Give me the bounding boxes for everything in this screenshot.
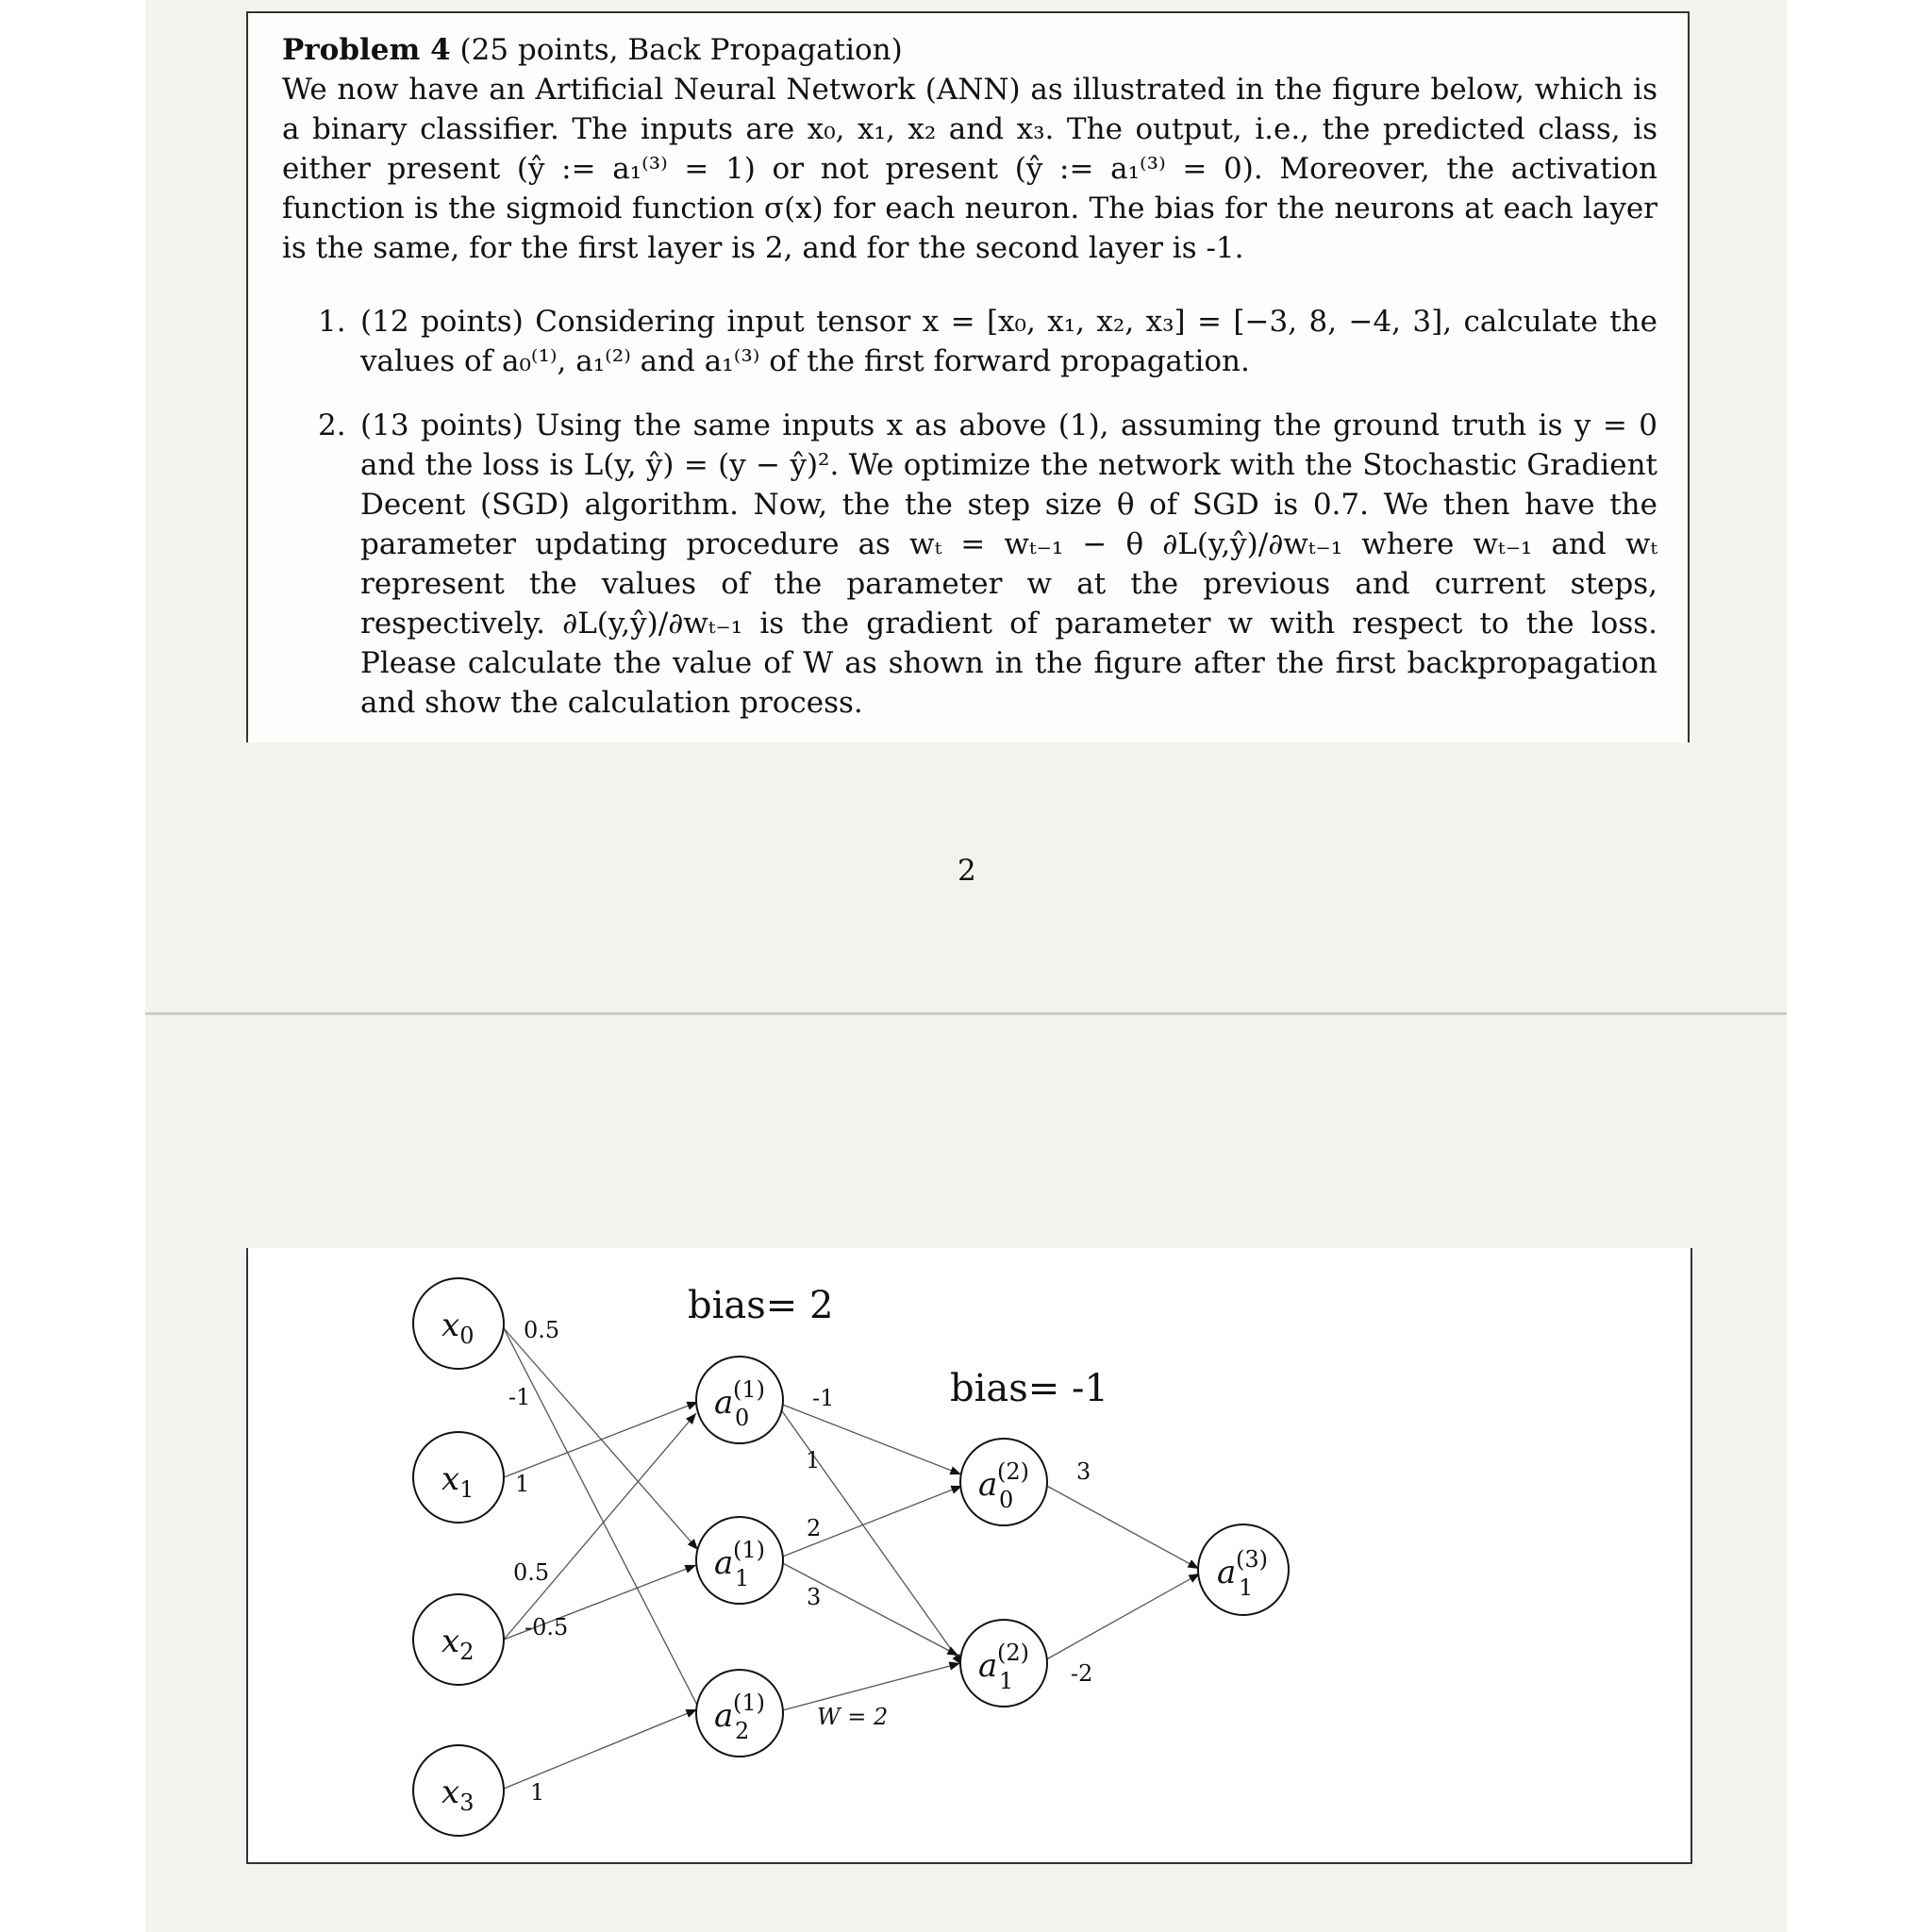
- edge-x1-a0: [504, 1402, 698, 1477]
- svg-text:x3: $x_3$: [441, 1774, 475, 1816]
- weight-label: 1: [515, 1471, 530, 1497]
- weight-label: -0.5: [525, 1614, 569, 1641]
- problem-title: Problem 4: [282, 33, 451, 67]
- weight-label: 0.5: [524, 1317, 560, 1343]
- svg-text:a: a: [714, 1697, 734, 1735]
- problem-items: [282, 302, 1657, 723]
- bias-layer1-label: bias= 2: [688, 1284, 834, 1327]
- edge-x2-a0: [504, 1413, 696, 1640]
- edge-a0-b1: [775, 1402, 962, 1665]
- neural-network-diagram: [248, 1248, 1690, 1862]
- svg-text:1: 1: [999, 1668, 1014, 1694]
- svg-text:1: 1: [735, 1565, 750, 1591]
- svg-text:x0: $x_0$: [441, 1307, 475, 1349]
- problem-text: [282, 30, 1657, 747]
- node-x2: [413, 1594, 504, 1685]
- page-separator: [145, 1012, 1787, 1015]
- svg-text:(1): (1): [733, 1537, 765, 1563]
- edge-a1-b0: [775, 1486, 962, 1559]
- weight-label: 1: [806, 1447, 821, 1474]
- problem-item-2: [282, 406, 1657, 723]
- svg-text:(1): (1): [733, 1376, 765, 1403]
- weight-label: 1: [530, 1779, 545, 1806]
- edge-x3-a2: [504, 1709, 697, 1789]
- item-number: 2.: [318, 408, 346, 442]
- weight-label: 0.5: [513, 1559, 550, 1586]
- svg-text:0: 0: [999, 1487, 1014, 1513]
- item-text: (13 points) Using the same inputs x as above (1), assuming the ground truth is y = 0 and the loss is L(y, ŷ) = (y − ŷ)². We optimize the network with the Stochastic Gradient Decent (SGD) algorithm. Now, the the step size θ of SGD is 0.7. We then have the parameter updating procedure as wₜ = wₜ₋₁ − θ ∂L(y,ŷ)/∂wₜ₋₁ where wₜ₋₁ and wₜ represent the values of the parameter w at the previous and current steps, respectively. ∂L(y,ŷ)/∂wₜ₋₁ is the gradient of parameter w with respect to the loss. Please calculate the value of W as shown in the figure after the first backpropagation and show the calculation process.: [360, 408, 1657, 720]
- node-a2-layer1: [696, 1670, 783, 1757]
- problem-intro: We now have an Artificial Neural Network (ANN) as illustrated in the figure below, which is a binary classifier. The inputs are x₀, x₁, x₂ and x₃. The output, i.e., the predicted class, is either present (ŷ := a₁⁽³⁾ = 1) or not present (ŷ := a₁⁽³⁾ = 0). Moreover, the activation function is the sigmoid function σ(x) for each neuron. The bias for the neurons at each layer is the same, for the first layer is 2, and for the second layer is -1.: [282, 73, 1657, 265]
- node-a1-layer2: [960, 1620, 1047, 1707]
- item-number: 1.: [318, 305, 346, 339]
- problem-header: [282, 30, 1657, 70]
- svg-text:a: a: [714, 1384, 734, 1422]
- svg-text:a: a: [714, 1544, 734, 1582]
- edge-b1-out: [1041, 1574, 1200, 1662]
- edge-a0-b0: [775, 1402, 961, 1474]
- problem-points: (25 points, Back Propagation): [459, 33, 903, 67]
- svg-text:x2: $x_2$: [441, 1623, 475, 1665]
- svg-text:a: a: [1217, 1554, 1237, 1591]
- svg-text:(2): (2): [997, 1640, 1029, 1666]
- node-a0-layer2: [960, 1439, 1047, 1525]
- svg-text:1: 1: [1239, 1574, 1254, 1601]
- svg-text:(1): (1): [733, 1690, 765, 1716]
- weight-label: 3: [1076, 1458, 1091, 1485]
- weight-label: -1: [812, 1385, 835, 1411]
- svg-text:(2): (2): [997, 1458, 1029, 1485]
- item-text: (12 points) Considering input tensor x = [x₀, x₁, x₂, x₃] = [−3, 8, −4, 3], calculate the values of a₀⁽¹⁾, a₁⁽²⁾ and a₁⁽³⁾ of the first forward propagation.: [360, 305, 1657, 378]
- svg-text:0: 0: [735, 1405, 750, 1431]
- edge-b0-out: [1041, 1483, 1199, 1569]
- figure-box: [246, 1248, 1692, 1864]
- edge-a1-b1: [775, 1559, 958, 1656]
- problem-item-1: [282, 302, 1657, 381]
- bias-layer2-label: bias= -1: [950, 1367, 1108, 1410]
- weight-label: 3: [807, 1584, 822, 1610]
- node-x0: [413, 1278, 504, 1369]
- svg-text:(3): (3): [1236, 1546, 1268, 1573]
- weight-label: 2: [807, 1515, 822, 1541]
- weight-label: W = 2: [817, 1704, 889, 1730]
- node-a1-output: [1198, 1524, 1289, 1615]
- weight-label: -2: [1071, 1660, 1093, 1687]
- problem-box: [246, 11, 1690, 742]
- node-x1: [413, 1432, 504, 1523]
- svg-text:x1: $x_1$: [441, 1460, 475, 1503]
- weight-label: -1: [508, 1384, 531, 1410]
- node-x3: [413, 1745, 504, 1836]
- node-a0-layer1: [696, 1357, 783, 1443]
- svg-text:a: a: [978, 1647, 998, 1685]
- node-a1-layer1: [696, 1517, 783, 1604]
- page-number: 2: [958, 854, 976, 888]
- svg-text:a: a: [978, 1466, 998, 1504]
- svg-text:2: 2: [735, 1718, 750, 1744]
